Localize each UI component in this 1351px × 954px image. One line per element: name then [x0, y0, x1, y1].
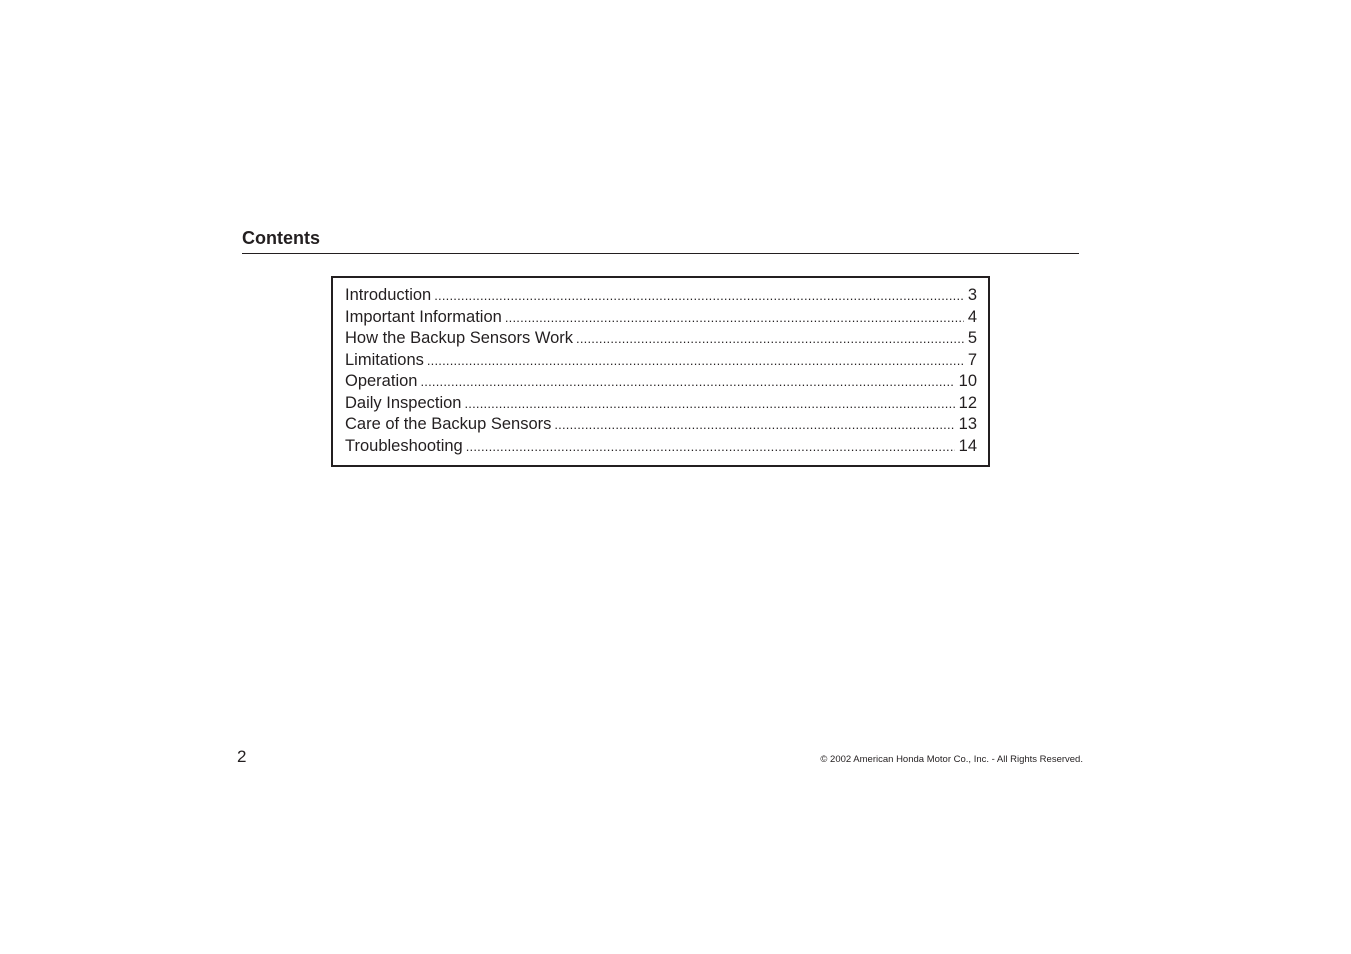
toc-entry-daily-inspection[interactable] [345, 393, 977, 415]
toc-leader-dots [434, 285, 964, 307]
toc-entry-page: 7 [967, 350, 977, 369]
toc-entry-title: Daily Inspection [345, 393, 462, 412]
toc-entry-page: 3 [967, 286, 977, 304]
table-of-contents [345, 285, 977, 457]
toc-leader-dots [427, 350, 964, 372]
toc-entry-limitations[interactable] [345, 350, 977, 372]
page-title: Contents [242, 228, 320, 248]
copyright-notice: © 2002 American Honda Motor Co., Inc. - All Rights Reserved. [820, 754, 1083, 765]
contents-heading [242, 226, 1079, 254]
toc-leader-dots [464, 393, 954, 415]
toc-entry-page: 10 [958, 372, 977, 390]
toc-entry-title: Limitations [345, 350, 424, 369]
toc-leader-dots [420, 371, 954, 393]
toc-entry-page: 5 [967, 329, 977, 347]
toc-entry-how-sensors-work[interactable] [345, 328, 977, 350]
toc-entry-operation[interactable] [345, 371, 977, 393]
toc-entry-page: 12 [958, 393, 977, 412]
toc-leader-dots [505, 307, 964, 329]
toc-leader-dots [576, 328, 964, 350]
toc-entry-title: Care of the Backup Sensors [345, 415, 552, 433]
toc-entry-title: Operation [345, 372, 418, 390]
toc-entry-introduction[interactable] [345, 285, 977, 307]
toc-entry-page: 4 [967, 307, 977, 326]
toc-entry-page: 14 [958, 436, 977, 455]
toc-entry-title: How the Backup Sensors Work [345, 329, 574, 347]
toc-entry-title: Introduction [345, 286, 432, 304]
toc-entry-troubleshooting[interactable] [345, 436, 977, 458]
toc-entry-title: Troubleshooting [345, 436, 463, 455]
toc-leader-dots [554, 414, 954, 436]
toc-entry-title: Important Information [345, 307, 502, 326]
toc-entry-care-of-sensors[interactable] [345, 414, 977, 436]
toc-entry-page: 13 [958, 415, 977, 433]
toc-entry-important-information[interactable] [345, 307, 977, 329]
toc-leader-dots [466, 436, 955, 458]
page-number: 2 [237, 747, 247, 766]
table-of-contents-box [331, 276, 990, 467]
